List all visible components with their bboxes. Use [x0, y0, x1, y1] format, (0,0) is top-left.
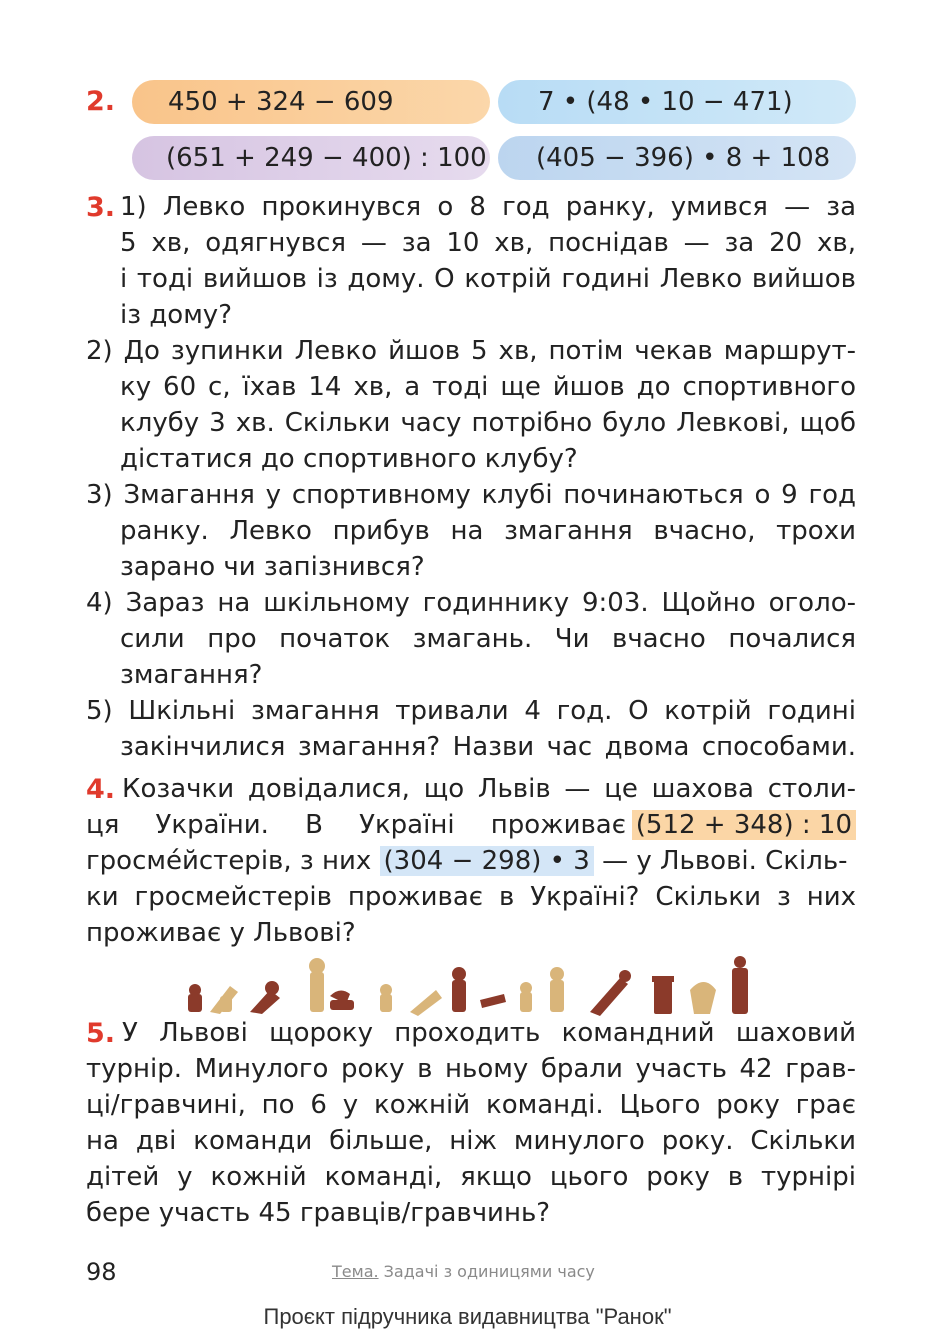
expression-text-3: (651 + 249 − 400) : 100: [166, 143, 487, 173]
topic-label: Тема.: [332, 1262, 379, 1281]
expression-pill-4: [498, 136, 856, 180]
task-3-number: 3.: [86, 192, 116, 223]
task-4-text: — у Львові. Скіль-: [602, 846, 848, 876]
page-number: 98: [86, 1258, 117, 1286]
task-3-line: клубу 3 хв. Скільки часу потрібно було Левкові, щоб: [120, 408, 856, 438]
task-4-number: 4.: [86, 774, 116, 805]
topic-footer: [332, 1262, 595, 1281]
task-5-number: 5.: [86, 1018, 116, 1049]
task-3-line: змагання?: [120, 660, 263, 690]
task-3-line: із дому?: [120, 300, 232, 330]
task-5-line: бере участь 45 гравців/гравчинь?: [86, 1198, 551, 1228]
task-3-line: 5 хв, одягнувся — за 10 хв, поснідав — за 20 хв,: [120, 228, 856, 258]
draft-note: Проєкт підручника видавництва "Ранок": [263, 1304, 672, 1329]
task-3-line: і тоді вийшов із дому. О котрій годині Левко вийшов: [120, 264, 856, 294]
task-4-line: [86, 846, 856, 876]
task-4-line: Козачки довідалися, що Львів — це шахова столи-: [122, 774, 856, 804]
task-3-line: ку 60 с, їхав 14 хв, а тоді ще йшов до спортивного: [120, 372, 856, 402]
task-3-line: 4) Зараз на шкільному годиннику 9:03. Щойно оголо-: [86, 588, 856, 618]
task-5-line: дітей у кожній команді, якщо цього року в турнірі: [86, 1162, 856, 1192]
task-4-text: ця України. В Україні проживає: [86, 810, 626, 840]
task-3-line: 2) До зупинки Левко йшов 5 хв, потім чекав маршрут-: [86, 336, 856, 366]
highlighted-expression-orange: (512 + 348) : 10: [632, 810, 856, 840]
expression-text-4: (405 − 396) • 8 + 108: [536, 143, 831, 173]
topic-text: Задачі з одиницями часу: [383, 1262, 595, 1281]
task-5-line: ці/гравчині, по 6 у кожній команді. Цього року грає: [86, 1090, 856, 1120]
expression-pill-1: [132, 80, 490, 124]
expression-pill-2: [498, 80, 856, 124]
task-5-line: на дві команди більше, ніж минулого року. Скільки: [86, 1126, 856, 1156]
task-4-line: проживає у Львові?: [86, 918, 356, 948]
task-3-line: ранку. Левко прибув на змагання вчасно, трохи: [120, 516, 856, 546]
task-4-line: [86, 810, 856, 840]
task-4-line: ки гросмейстерів проживає в Україні? Скільки з них: [86, 882, 856, 912]
task-3-line: 5) Шкільні змагання тривали 4 год. О котрій годині: [86, 696, 856, 726]
expression-text-1: 450 + 324 − 609: [168, 87, 394, 117]
task-5-line: У Львові щороку проходить командний шаховий: [122, 1018, 856, 1048]
task-3-line: сили про початок змагань. Чи вчасно почалися: [120, 624, 856, 654]
task-2-number: 2.: [86, 86, 116, 117]
chess-pieces-icon: [180, 950, 760, 1020]
highlighted-expression-blue: (304 − 298) • 3: [380, 846, 594, 876]
task-5-line: турнір. Минулого року в ньому брали участь 42 грав-: [86, 1054, 856, 1084]
task-3-line: дістатися до спортивного клубу?: [120, 444, 578, 474]
task-3-line: 1) Левко прокинувся о 8 год ранку, умився — за: [120, 192, 856, 222]
task-3-line: закінчилися змагання? Назви час двома способами.: [120, 732, 856, 762]
expression-pill-3: [132, 136, 490, 180]
task-3-line: зарано чи запізнився?: [120, 552, 425, 582]
expression-text-2: 7 • (48 • 10 − 471): [538, 87, 793, 117]
task-3-line: 3) Змагання у спортивному клубі починаються о 9 год: [86, 480, 856, 510]
task-4-text: гросме́йстерів, з них: [86, 846, 372, 876]
